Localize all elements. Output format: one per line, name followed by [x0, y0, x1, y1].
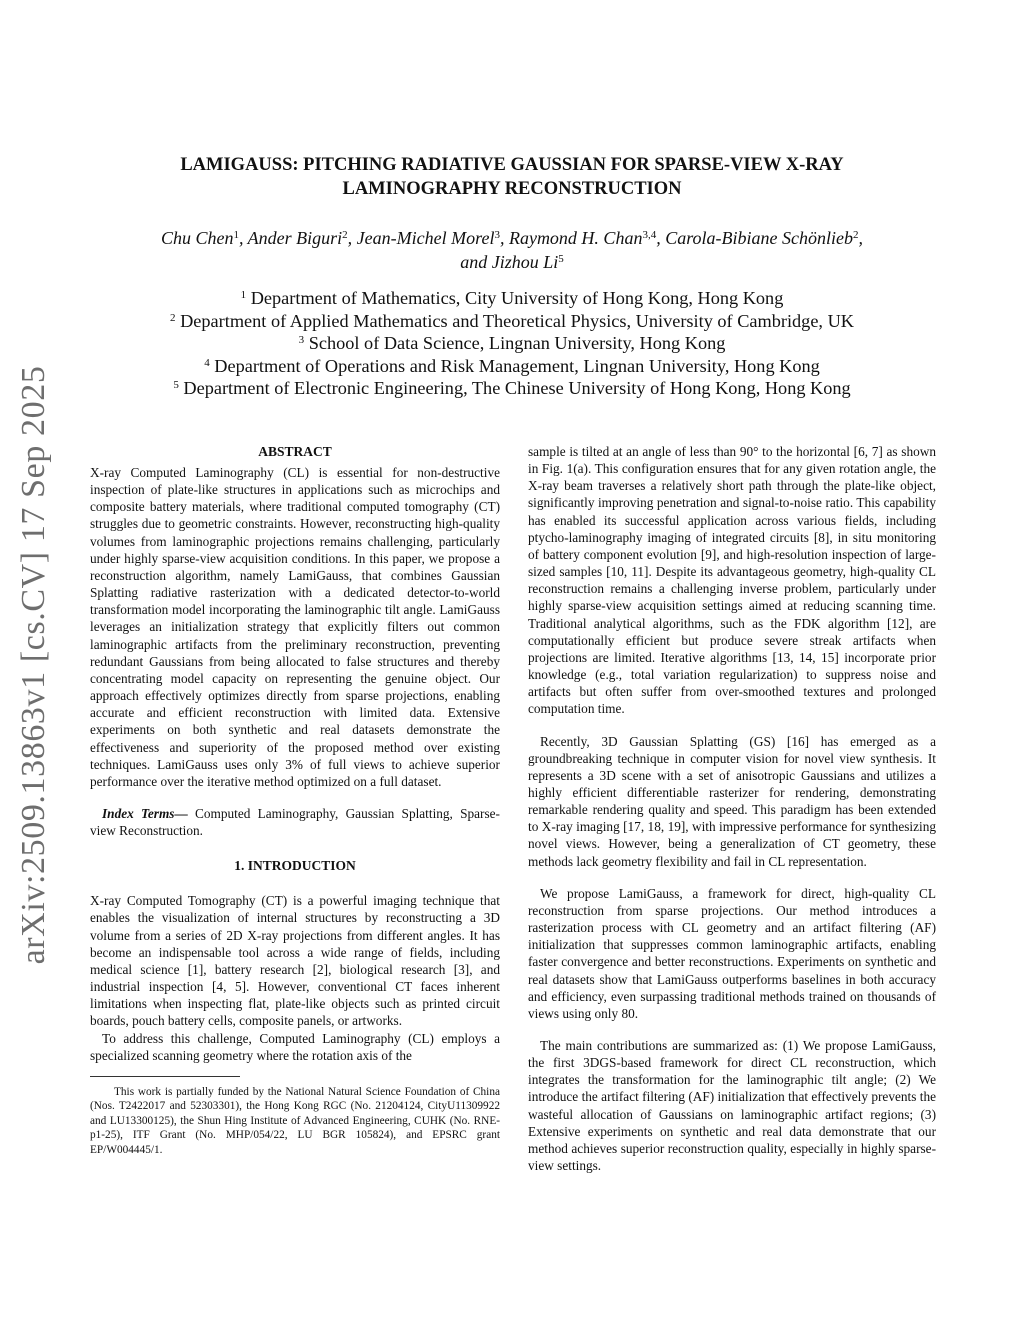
arxiv-identifier: arXiv:2509.13863v1 [cs.CV] 17 Sep 2025 [15, 365, 52, 965]
affiliation [100, 287, 924, 310]
author-list [100, 226, 924, 274]
author-affiliation-mark: 3 [494, 228, 500, 241]
author-name: and Jizhou Li [460, 252, 559, 272]
body-paragraph-3: We propose LamiGauss, a framework for direct, high-quality CL reconstruction from sparse projections. Our method introduces a rasterization process with CL geometry and an artifact filtering (AF) initialization that suppresses common laminographic artifacts, enabling faster convergence and better reconstructions. Experiments on synthetic and real datasets show that LamiGauss outperforms baselines in both accuracy and efficiency, even surpassing traditional methods trained on thousands of views using only 80. [528, 885, 936, 1021]
left-column [90, 443, 500, 1157]
affiliation [100, 310, 924, 333]
affiliation-text: Department of Mathematics, City University of Hong Kong, Hong Kong [250, 288, 784, 308]
arxiv-identifier-margin [4, 365, 64, 965]
author-separator: , [347, 228, 357, 248]
body-paragraph-2: Recently, 3D Gaussian Splatting (GS) [16] has emerged as a groundbreaking technique in computer vision for novel view synthesis. It represents a 3D scene with a set of anisotropic Gaussians and utilizes a highly efficient differentiable rasterizer for rendering, demonstrating remarkable rendering quality and speed. This paradigm has been extended to X-ray imaging [17, 18, 19], with impressive performance for synthesizing novel views. However, being a generalization of CT geometry, these methods lack geometry flexibility and fail in CL representation. [528, 733, 936, 869]
author-name: Jean-Michel Morel [356, 228, 495, 248]
affiliation-list [100, 287, 924, 400]
abstract-heading: ABSTRACT [258, 444, 332, 459]
affiliation-number: 1 [240, 288, 247, 301]
author-name: Chu Chen [160, 228, 234, 248]
affiliation [100, 377, 924, 400]
index-terms [90, 805, 500, 839]
index-terms-text: Computed Laminography, Gaussian Splatting, Sparse-view Reconstruction. [90, 805, 500, 839]
introduction-paragraph-2: To address this challenge, Computed Laminography (CL) employs a specialized scanning geometry where the rotation axis of the [90, 1030, 500, 1063]
index-terms-label: Index Terms— [102, 805, 188, 821]
affiliation-number: 5 [173, 379, 179, 392]
author-affiliation-mark: 1 [233, 228, 239, 241]
affiliation-number: 4 [204, 356, 210, 369]
author-separator: , [499, 228, 509, 248]
introduction-paragraph-1: X-ray Computed Tomography (CT) is a powerful imaging technique that enables the visualization of internal structures by reconstructing a 3D volume from a series of 2D X-ray projections from different angles. It has become an indispensable tool across a wide range of fields, including medical science [1], battery research [2], biological research [3], and industrial inspection [4, 5]. However, conventional CT faces inherent limitations when inspecting flat, plate-like objects such as printed circuit boards, pouch battery cells, composite panels, or artworks. [90, 893, 500, 1029]
affiliation [100, 332, 924, 355]
affiliation-number: 3 [298, 334, 305, 347]
author-name: Carola-Bibiane Schönlieb [665, 228, 854, 248]
footnote-divider [90, 1076, 240, 1077]
author-separator: , [238, 228, 248, 248]
affiliation-text: Department of Applied Mathematics and Theoretical Physics, University of Cambridge, UK [180, 310, 854, 331]
affiliation-text: Department of Electronic Engineering, The Chinese University of Hong Kong, Hong Kong [183, 378, 851, 399]
author-affiliation-mark: 5 [558, 252, 564, 265]
affiliation-number: 2 [170, 311, 176, 324]
introduction-heading: 1. INTRODUCTION [234, 858, 356, 874]
affiliation [100, 355, 924, 378]
author-separator: , [656, 228, 666, 248]
body-paragraph-1: sample is tilted at an angle of less than 90° to the horizontal [6, 7] as shown in Fig. 1(a). This configuration ensures that for any given rotation angle, the X-ray beam traverses a relatively short path through the plate-like object, significantly improving penetration and signal-to-noise ratio. This capability has enabled its successful application across various fields, including ptycho-laminography imaging of integrated circuits [8], in situ monitoring of battery component evolution [9], and high-resolution inspection of large-sized samples [10, 11]. Despite its advantageous geometry, high-quality CL reconstruction remains a challenging inverse problem, particularly under highly sparse-view acquisition settings aimed at reducing scanning time. Traditional analytical algorithms, such as the FDK algorithm [12], are computationally efficient but produce severe streak artifacts when projections are limited. Iterative algorithms [13, 14, 15] incorporate prior knowledge (e.g., total variation regularization) to suppress noise and artifacts but often suffer from over-smoothed textures and prolonged computation time. [528, 444, 936, 717]
author-affiliation-mark: 2 [342, 228, 348, 241]
author-separator: , [858, 228, 864, 248]
title-line-1: LAMIGAUSS: PITCHING RADIATIVE GAUSSIAN FOR SPARSE-VIEW X-RAY [180, 155, 844, 175]
author-name: Ander Biguri [247, 228, 343, 248]
abstract-text: X-ray Computed Laminography (CL) is essential for non-destructive inspection of plate-like structures in applications such as microchips and composite battery materials, where traditional computed tomography (CT) struggles due to geometric constraints. However, reconstructing high-quality volumes from laminographic projections remains challenging, particularly under highly sparse-view acquisition conditions. In this paper, we propose a reconstruction algorithm, namely LamiGauss, that combines Gaussian Splatting radiative rasterization with a dedicated detector-to-world transformation model incorporating the laminographic tilt angle. LamiGauss leverages an initialization strategy that explicitly filters out common laminographic artifacts from the preliminary reconstruction, preventing redundant Gaussians from being allocated to false structures and thereby concentrating model capacity on representing the genuine object. Our approach effectively optimizes directly from sparse projections, enabling accurate and efficient reconstruction with limited data. Extensive experiments on both synthetic and real datasets demonstrate the effectiveness and superiority of the proposed method over existing techniques. LamiGauss uses only 3% of full views to achieve superior performance over the iterative method optimized on a full dataset. [90, 465, 500, 789]
right-column [528, 443, 936, 1174]
author-affiliation-mark: 2 [853, 228, 859, 241]
author-affiliation-mark: 3,4 [642, 228, 657, 241]
affiliation-text: Department of Operations and Risk Management, Lingnan University, Hong Kong [214, 355, 820, 376]
affiliation-text: School of Data Science, Lingnan University, Hong Kong [308, 333, 726, 354]
funding-footnote: This work is partially funded by the National Natural Science Foundation of China (Nos. T2422017 and 52303301), the Hong Kong RGC (No. 21204124, CityU11309922 and LU13300125), the Shun Hing Institute of Advanced Engineering, CUHK (No. RNE-p1-25), ITF Grant (No. MHP/054/22, LU BGR 105824), and EPSRC grant EP/W004445/1. [90, 1085, 500, 1156]
body-paragraph-4: The main contributions are summarized as: (1) We propose LamiGauss, the first 3DGS-based framework for direct CL reconstruction, which integrates the transformation for the laminographic tilt angle; (2) We introduce the artifact filtering (AF) initialization that effectively prevents the wasteful allocation of Gaussians on laminographic artifact regions; (3) Extensive experiments on synthetic and real data demonstrate that our method achieves superior reconstruction quality, especially in highly sparse-view settings. [528, 1038, 936, 1174]
author-name: Raymond H. Chan [508, 228, 643, 248]
paper-title [100, 153, 924, 201]
title-line-2: LAMINOGRAPHY RECONSTRUCTION [342, 179, 682, 199]
